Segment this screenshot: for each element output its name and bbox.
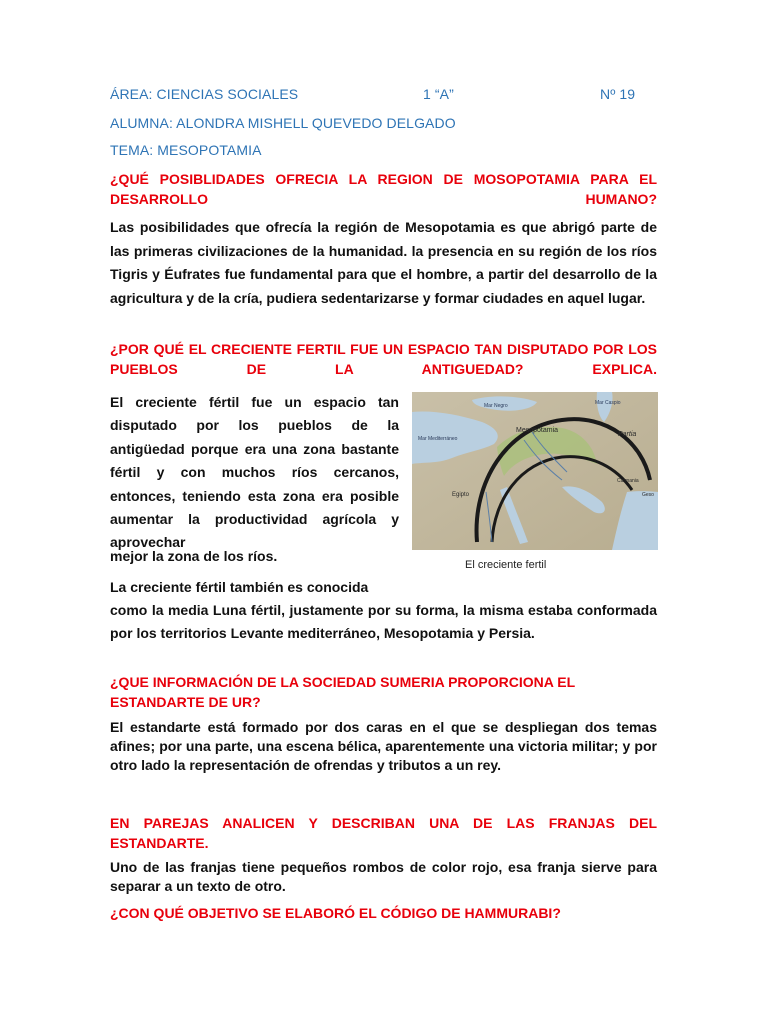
question-1: ¿QUÉ POSIBLIDADES OFRECIA LA REGION DE MOSOPOTAMIA PARA EL DESARROLLO HUMANO? [110,171,657,207]
map-label-mar-negro: Mar Negro [484,403,508,409]
answer-1: Las posibilidades que ofrecía la región de Mesopotamia es que abrigó parte de las primeras civilizaciones de la humanidad. la presencia en su región de los ríos Tigris y Éufrates fue fundamental para que el hombre, a partir del desarrollo de la agricultura y de la cría, pudiera sedentarizarse y formar ciudades en aquel lugar. [110,219,657,306]
topic-label: TEMA: MESOPOTAMIA [110,142,262,158]
question-3: ¿QUE INFORMACIÓN DE LA SOCIEDAD SUMERIA PROPORCIONA EL ESTANDARTE DE UR? [110,674,575,710]
map-label-gedrosia: Geso [642,492,654,498]
map-label-egipto: Egipto [452,492,470,498]
map-label-mar-caspio: Mar Caspio [595,400,621,406]
grade-label: 1 “A” [423,86,454,102]
answer-2-part-1-text: El creciente fértil fue un espacio tan disputado por los pueblos de la antigüedad porque era una zona bastante fértil y con muchos ríos cercanos, entonces, teniendo esta zona era posible aumentar la productividad agrícola y aprovechar [110,394,399,551]
map-label-mesopotamia: Mesopotamia [516,427,559,434]
fertile-crescent-map [412,392,658,550]
question-5: ¿CON QUÉ OBJETIVO SE ELABORÓ EL CÓDIGO DE HAMMURABI? [110,905,561,921]
answer-2-part-2-first: La creciente fértil también es conocida [110,579,369,595]
map-label-mediterraneo: Mar Mediterráneo [418,436,458,442]
map-image [412,392,658,550]
answer-2-part-1 [110,391,399,555]
area-label: ÁREA: CIENCIAS SOCIALES [110,86,299,102]
map-label-carmania: Carmania [617,478,639,484]
answer-2-part-1-last: mejor la zona de los ríos. [110,548,278,564]
question-4: EN PAREJAS ANALICEN Y DESCRIBAN UNA DE LAS FRANJAS DEL ESTANDARTE. [110,815,657,851]
list-number: Nº 19 [600,86,636,102]
map-label-partia: Partia [618,431,637,438]
student-name: ALUMNA: ALONDRA MISHELL QUEVEDO DELGADO [110,115,456,131]
answer-4: Uno de las franjas tiene pequeños rombos de color rojo, esa franja sierve para separar a un texto de otro. [110,859,657,894]
map-caption: El creciente fertil [465,559,547,571]
answer-3: El estandarte está formado por dos caras en el que se despliegan dos temas afines; por una parte, una escena bélica, aparentemente una victoria militar; y por otro lado la representación de ofrendas y tributos a un rey. [110,719,657,773]
question-2: ¿POR QUÉ EL CRECIENTE FERTIL FUE UN ESPACIO TAN DISPUTADO POR LOS PUEBLOS DE LA ANTIGUEDAD? EXPLICA. [110,341,657,377]
answer-2-part-2: como la media Luna fértil, justamente por su forma, la misma estaba conformada por los territorios Levante mediterráneo, Mesopotamia y Persia. [110,602,657,642]
